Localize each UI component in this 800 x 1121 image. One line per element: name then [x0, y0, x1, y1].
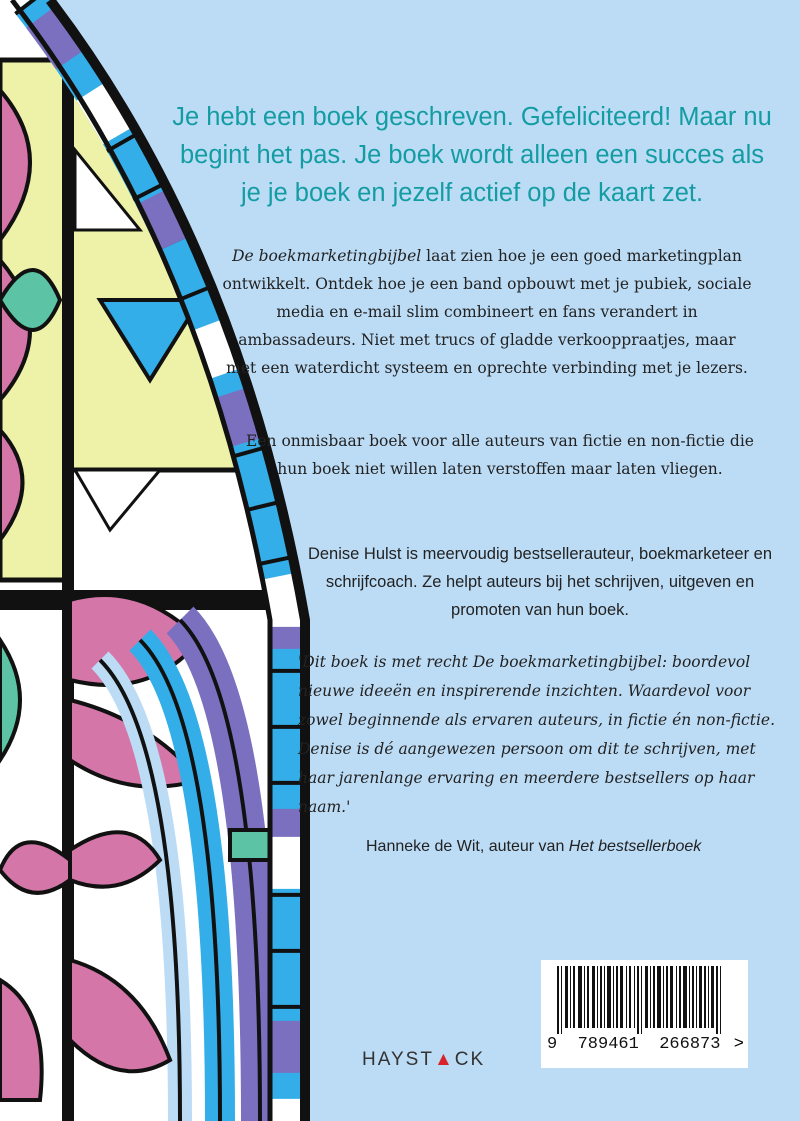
isbn-number: 9 789461 266873	[547, 1035, 721, 1054]
book-title: De boekmarketingbijbel	[232, 247, 422, 265]
publisher-triangle-icon: ▲	[433, 1049, 455, 1070]
isbn-arrow: >	[733, 1035, 744, 1054]
review-quote: 'Dit boek is met recht De boekmarketingbijbel: boordevol nieuwe ideeën en inspirerende inzichten. Waardevol voor zowel beginnende als ervaren auteurs, in fictie én non-fictie. Denise is dé aangewezen persoon om dit te schrijven, met haar jarenlange ervaring en meerdere bestsellers op haar naam.'	[298, 653, 776, 816]
intro-text: laat zien hoe je een goed marketingplan ontwikkelt. Ontdek hoe je een band opbouwt met je pubiek, sociale media en e-mail slim combineert en fans verandert in ambassadeurs. Niet met trucs of gladde verkooppraatjes, maar met een waterdicht systeem en oprechte verbinding met je lezers.	[222, 247, 752, 377]
quote-attribution	[366, 838, 786, 856]
author-bio: Denise Hulst is meervoudig bestsellerauteur, boekmarketeer en schrijfcoach. Ze helpt auteurs bij het schrijven, uitgeven en promoten van hun boek.	[307, 545, 773, 619]
publisher-name-part1: HAYST	[362, 1049, 434, 1070]
intro-paragraph	[222, 242, 752, 382]
attribution-book: Het bestsellerboek	[568, 838, 702, 855]
publisher-name-part2: CK	[454, 1049, 486, 1070]
attribution-prefix: Hanneke de Wit, auteur van	[366, 838, 569, 855]
publisher-logo	[362, 1049, 485, 1071]
isbn-barcode	[541, 960, 748, 1068]
barcode-bars	[549, 966, 739, 1034]
headline: Je hebt een boek geschreven. Gefeliciteerd! Maar nu begint het pas. Je boek wordt alleen een succes als je je boek en jezelf actief op de kaart zet.	[172, 103, 772, 207]
second-paragraph: Een onmisbaar boek voor alle auteurs van fictie en non-fictie die hun boek niet willen laten verstoffen maar laten vliegen.	[246, 432, 754, 478]
